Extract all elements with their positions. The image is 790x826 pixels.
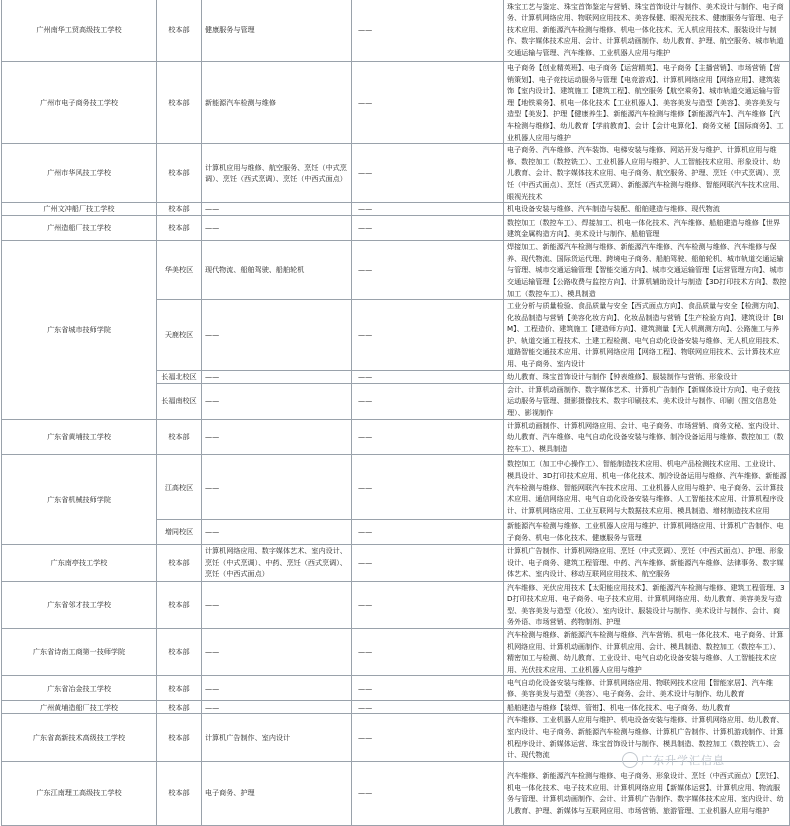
partial-majors: 健康服务与管理 — [202, 0, 352, 62]
table-row — [2, 0, 790, 62]
medium-value: —— — [352, 216, 504, 241]
table-row — [2, 144, 790, 203]
campus-name: 校本部 — [157, 714, 202, 761]
partial-majors: 计算机应用与维修、航空服务、烹饪（中式烹调）、烹饪（西式烹调）、烹饪（中西式面点） — [202, 144, 352, 203]
watermark — [622, 752, 725, 768]
partial-majors: —— — [202, 419, 352, 455]
medium-value: —— — [352, 455, 504, 520]
table-row — [2, 216, 790, 241]
campus-name: 校本部 — [157, 676, 202, 701]
campus-name: 校本部 — [157, 0, 202, 62]
partial-majors: —— — [202, 370, 352, 383]
campus-name: 校本部 — [157, 701, 202, 714]
table-row — [2, 203, 790, 216]
partial-majors: 新能源汽车检测与维修 — [202, 62, 352, 144]
campus-name: 华美校区 — [157, 241, 202, 300]
medium-value: —— — [352, 370, 504, 383]
medium-value: —— — [352, 581, 504, 628]
medium-value: —— — [352, 203, 504, 216]
partial-majors: —— — [202, 203, 352, 216]
major-list: 幼儿教育、珠宝首饰设计与制作【钟表维修】、服装制作与营销、形象设计 — [504, 370, 790, 383]
major-list: 新能源汽车检测与维修、工业机器人应用与维护、计算机网络应用、计算机广告制作、电子商务、机电一体化技术、健康服务与管理 — [504, 520, 790, 544]
campus-name: 校本部 — [157, 761, 202, 825]
major-list: 船舶建造与维修【装焊、管钳】、机电一体化技术、电子商务、幼儿教育 — [504, 701, 790, 714]
partial-majors: 电子商务、护理 — [202, 761, 352, 825]
school-name: 广东省机械技师学院 — [2, 455, 157, 544]
school-name: 广州市电子商务技工学校 — [2, 62, 157, 144]
campus-name: 天鹿校区 — [157, 300, 202, 371]
medium-value: —— — [352, 0, 504, 62]
table-row — [2, 581, 790, 628]
school-name: 广州黄埔造船厂技工学校 — [2, 701, 157, 714]
school-name: 广东省黄埔技工学校 — [2, 419, 157, 455]
partial-majors: 现代物流、船舶驾驶、船舶轮机 — [202, 241, 352, 300]
partial-majors: —— — [202, 455, 352, 520]
school-name: 广州文冲船厂技工学校 — [2, 203, 157, 216]
watermark-text: 广东升学汇信息 — [641, 754, 725, 767]
major-list: 工业分析与质量检验、食品质量与安全【西式面点方向】、食品质量与安全【检测方向】、化妆品制造与营销【美容化妆方向】、化妆品制造与营销【生产检验方向】、建筑设计【BIM】、工程造价、建筑施工【建造师方向】、建筑测量【无人机测测方向】、公路施工与养护、轨道交通工程技术、土建工程检测、电气自动化设备安装与维修、无人机应用技术、道路智能交通技术应用、计算机网络应用【网络工程】、物联网应用技术、云计算技术应用、电子商务、室内设计 — [504, 300, 790, 371]
medium-value: —— — [352, 300, 504, 371]
major-list: 会计、计算机动画制作、数字媒体艺术、计算机广告制作【新媒体设计方向】、电子竞技运动服务与管理、摄影摄像技术、数字印刷技术、美术设计与制作、印刷（图文信息处理）、影视制作 — [504, 383, 790, 419]
school-name: 广东省冶金技工学校 — [2, 676, 157, 701]
partial-majors: —— — [202, 701, 352, 714]
school-name: 广东江南理工高级技工学校 — [2, 761, 157, 825]
medium-value: —— — [352, 701, 504, 714]
major-list: 数控加工（数控车工）、焊接加工、机电一体化技术、汽车维修、船舶建造与维修【世界建筑金属构造方向】、美术设计与制作、船舶管理 — [504, 216, 790, 241]
partial-majors: 计算机广告制作、室内设计 — [202, 714, 352, 761]
school-name: 广州市华风技工学校 — [2, 144, 157, 203]
campus-name: 校本部 — [157, 216, 202, 241]
medium-value: —— — [352, 629, 504, 676]
major-list: 珠宝工艺与鉴定、珠宝首饰鉴定与营销、珠宝首饰设计与制作、美术设计与制作、电子商务、计算机网络应用、物联网应用技术、美容保健、眼视光技术、健康服务与管理、电子技术应用、新能源汽车检测与维修、机电一体化技术、无人机应用技术、服装设计与制作、数字媒体技术应用、会计、计算机动画制作、幼儿教育、护理、航空服务、城市轨道交通运输与管理、汽车维修、工业机器人应用与维护 — [504, 0, 790, 62]
table-row — [2, 701, 790, 714]
campus-name: 长福北校区 — [157, 370, 202, 383]
medium-value: —— — [352, 241, 504, 300]
partial-majors: 计算机网络应用、数字媒体艺术、室内设计、烹饪（中式烹调）、中药、烹饪（西式烹调）、烹饪（中西式面点） — [202, 544, 352, 581]
medium-value: —— — [352, 383, 504, 419]
table-row — [2, 761, 790, 825]
major-list: 汽车维修、光伏应用技术【太阳能应用技术】、新能源汽车检测与维修、建筑工程管理、3D打印技术应用、电子商务、电子技术应用、计算机网络应用、幼儿教育、美容美发与造型、美容美发与造型（化妆）、室内设计、服装设计与制作、美术设计与制作、会计、商务外语、市场营销、药物制剂、护理 — [504, 581, 790, 628]
medium-value: —— — [352, 144, 504, 203]
partial-majors: —— — [202, 581, 352, 628]
campus-name: 长福南校区 — [157, 383, 202, 419]
campus-name: 校本部 — [157, 419, 202, 455]
table-row — [2, 629, 790, 676]
partial-majors: —— — [202, 383, 352, 419]
medium-value: —— — [352, 520, 504, 544]
partial-majors: —— — [202, 676, 352, 701]
table-row — [2, 455, 790, 520]
major-list: 电子商务【创业精英班】、电子商务【运营精英】、电子商务【主播营销】、市场营销【营销策划】、电子竞技运动服务与管理【电竞游戏】、计算机网络应用【网络应用】、建筑装饰【室内设计】、建筑施工【建筑工程】、航空服务【航空乘务】、城市轨道交通运输与管理【地铁乘务】、机电一体化技术【工业机器人】、美容美发与造型【美容】、美容美发与造型【美发】、护理【健康养生】、新能源汽车检测与维修【新能源汽车】、汽车维修【汽车检测与维修】、幼儿教育【学前教育】、会计【会计电算化】、商务文秘【国际商务】、工业机器人应用与维护 — [504, 62, 790, 144]
table-row — [2, 419, 790, 455]
table-row — [2, 544, 790, 581]
school-name: 广州造船厂技工学校 — [2, 216, 157, 241]
major-list: 数控加工（加工中心操作工）、智能制造技术应用、机电产品检测技术应用、工业设计、模具设计、3D打印技术应用、机电一体化技术、制冷设备运用与维修、汽车维修、新能源汽车检测与维修、智能网联汽车技术应用、工业机器人应用与维护、电子商务、云计算技术应用、通信网络应用、电气自动化设备安装与维修、人工智能技术应用、计算机程序设计、计算机网络应用、工业互联网与大数据技术应用、模具制造、增材制造技术应用 — [504, 455, 790, 520]
major-list: 电子商务、汽车维修、汽车装饰、电梯安装与维修、网站开发与维护、计算机应用与维修、数控加工（数控铣工）、工业机器人应用与维护、人工智能技术应用、形象设计、幼儿教育、会计、数字媒体技术应用、电子商务、航空服务、护理、烹饪（中式烹调）、烹饪（中西式面点）、烹饪（西式烹调）、新能源汽车检测与维修、智能网联汽车技术应用、眼视光技术 — [504, 144, 790, 203]
partial-majors: —— — [202, 520, 352, 544]
major-list: 机电设备安装与维修、汽车制造与装配、船舶建造与维修、现代物流 — [504, 203, 790, 216]
partial-majors: —— — [202, 629, 352, 676]
medium-value: —— — [352, 761, 504, 825]
school-name: 广州南华工贸高级技工学校 — [2, 0, 157, 62]
table-row — [2, 676, 790, 701]
campus-name: 校本部 — [157, 62, 202, 144]
school-majors-table — [1, 0, 790, 826]
campus-name: 校本部 — [157, 629, 202, 676]
campus-name: 校本部 — [157, 203, 202, 216]
major-list: 电气自动化设备安装与维修、计算机网络应用、物联网技术应用【智能家居】、汽车维修、美容美发与造型（美容）、电子商务、会计、美术设计与制作、幼儿教育 — [504, 676, 790, 701]
major-list: 计算机动画制作、计算机网络应用、会计、电子商务、市场营销、商务文秘、室内设计、幼儿教育、汽车维修、电气自动化设备安装与维修、制冷设备运用与维修、数控加工（数控车工）、模具制造 — [504, 419, 790, 455]
medium-value: —— — [352, 714, 504, 761]
major-list: 计算机广告制作、计算机网络应用、烹饪（中式烹调）、烹饪（中西式面点）、护理、形象设计、电子商务、建筑工程管理、中药、汽车维修、新能源汽车维修、法律事务、数字媒体艺术、室内设计、移动互联网应用技术、航空服务 — [504, 544, 790, 581]
table-row — [2, 62, 790, 144]
school-name: 广东省诗南工商第一技师学院 — [2, 629, 157, 676]
major-list: 汽车检测与维修、新能源汽车检测与维修、汽车营销、机电一体化技术、电子商务、计算机网络应用、计算机动画制作、计算机应用、会计、模具制造、数控加工（数控车工）、精密加工与检测、幼儿教育、工业设计、电气自动化设备安装与维修、人工智能技术应用、光伏技术应用、工业机器人应用与维护 — [504, 629, 790, 676]
wechat-icon — [622, 752, 638, 768]
campus-name: 校本部 — [157, 144, 202, 203]
campus-name: 校本部 — [157, 544, 202, 581]
school-name: 广东省城市技师学院 — [2, 241, 157, 420]
partial-majors: —— — [202, 300, 352, 371]
campus-name: 增同校区 — [157, 520, 202, 544]
medium-value: —— — [352, 419, 504, 455]
medium-value: —— — [352, 62, 504, 144]
table-row — [2, 241, 790, 300]
school-name: 广东省高新技术高级技工学校 — [2, 714, 157, 761]
school-name: 广东南亭技工学校 — [2, 544, 157, 581]
major-list: 汽车维修、新能源汽车检测与维修、电子商务、形象设计、烹饪（中西式面点）【烹饪】、机电一体化技术、电子技术应用、计算机网络应用【新媒体运营】、计算机应用、物流服务与管理、计算机动画制作、会计、计算机广告制作、数字媒体技术应用、室内设计、幼儿教育、护理、新媒体与互联网应用、市场营销、旅游管理、工业机器人应用与维护 — [504, 761, 790, 825]
campus-name: 校本部 — [157, 581, 202, 628]
major-list: 焊接加工、新能源汽车检测与维修、新能源汽车维修、汽车检测与维修、汽车维修与保养、现代物流、国际货运代理、跨境电子商务、船舶驾驶、船舶轮机、城市轨道交通运输与管理、城市交通运输管理【智能交通方向】、城市交通运输管理【运营管理方向】、城市交通运输管理【公路收费与监控方向】、计算机辅助设计与制造【3D打印技术方向】、数控加工（数控车工）、模具制造 — [504, 241, 790, 300]
partial-majors: —— — [202, 216, 352, 241]
medium-value: —— — [352, 544, 504, 581]
major-list: 汽车维修、工业机器人应用与维护、机电设备安装与维修、计算机网络应用、幼儿教育、室内设计、电子商务、新能源汽车检测与维修、计算机广告制作、计算机游戏制作、计算机程序设计、新媒体运营、珠宝首饰设计与制作、模具制造、数控加工（数控铣工）、会计、现代物流 — [504, 714, 790, 761]
school-name: 广东省邻才技工学校 — [2, 581, 157, 628]
campus-name: 江高校区 — [157, 455, 202, 520]
medium-value: —— — [352, 676, 504, 701]
